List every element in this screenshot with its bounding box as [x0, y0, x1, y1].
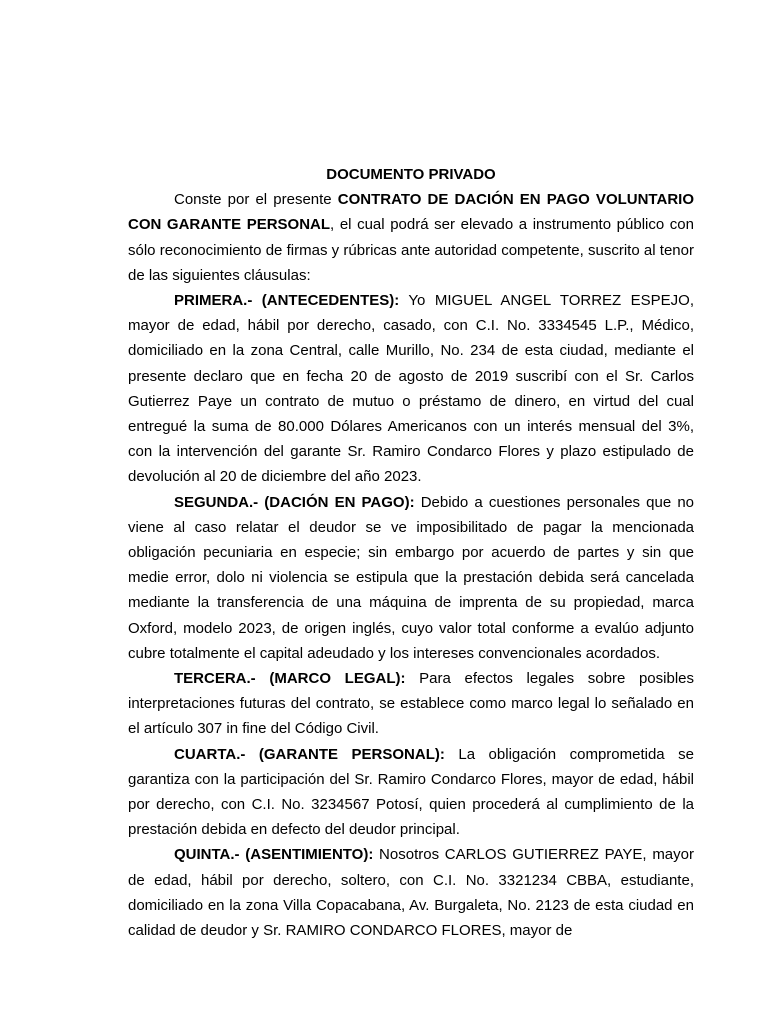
document-title: DOCUMENTO PRIVADO — [326, 166, 496, 183]
clause-cuarta — [128, 742, 694, 843]
clause-text: Nosotros CARLOS GUTIERREZ PAYE, mayor de edad, hábil por derecho, soltero, con C.I. No. 3321234 CBBA, estudiante, domiciliado en la zona Villa Copacabana, Av. Burgaleta, No. 2123 de esta ciudad en calidad de deudor y Sr. RAMIRO CONDARCO FLORES, mayor de — [128, 846, 694, 940]
clause-text: Debido a cuestiones personales que no viene al caso relatar el deudor se ve imposibilitado de pagar la mencionada obligación pecuniaria en especie; sin embargo por acuerdo de partes y sin que medie error, dolo ni violencia se estipula que la prestación debida será cancelada mediante la transferencia de una máquina de imprenta de su propiedad, marca Oxford, modelo 2023, de origen inglés, cuyo valor total conforme a evalúo adjunto cubre totalmente el capital adeudado y los intereses convencionales acordados. — [128, 493, 694, 662]
clause-heading: CUARTA.- (GARANTE PERSONAL): — [174, 745, 445, 763]
intro-paragraph — [128, 187, 694, 288]
document-page — [128, 162, 694, 943]
clause-heading: PRIMERA.- (ANTECEDENTES): — [174, 292, 400, 310]
clause-quinta — [128, 842, 694, 943]
clause-heading: SEGUNDA.- (DACIÓN EN PAGO): — [174, 493, 415, 511]
intro-text-start: Conste por el presente — [174, 191, 338, 209]
clause-heading: QUINTA.- (ASENTIMIENTO): — [174, 846, 374, 864]
clause-tercera — [128, 666, 694, 742]
clause-text: Yo MIGUEL ANGEL TORREZ ESPEJO, mayor de edad, hábil por derecho, casado, con C.I. No. 3334545 L.P., Médico, domiciliado en la zona Central, calle Murillo, No. 234 de esta ciudad, mediante el presente declaro que en fecha 20 de agosto de 2019 suscribí con el Sr. Carlos Gutierrez Paye un contrato de mutuo o préstamo de dinero, en virtud del cual entregué la suma de 80.000 Dólares Americanos con un interés mensual del 3%, con la intervención del garante Sr. Ramiro Condarco Flores y plazo estipulado de devolución al 20 de diciembre del año 2023. — [128, 292, 695, 486]
clause-text: La obligación comprometida se garantiza con la participación del Sr. Ramiro Condarco Flores, mayor de edad, hábil por derecho, con C.I. No. 3234567 Potosí, quien procederá al cumplimiento de la prestación debida en defecto del deudor principal. — [128, 745, 694, 839]
clause-primera — [128, 288, 694, 490]
clause-heading: TERCERA.- (MARCO LEGAL): — [174, 670, 406, 688]
contract-name: CONTRATO DE DACIÓN EN PAGO VOLUNTARIO CON GARANTE PERSONAL — [128, 191, 694, 234]
intro-text-end: , el cual podrá ser elevado a instrumento público con sólo reconocimiento de firmas y rúbricas ante autoridad competente, suscrito al tenor de las siguientes cláusulas: — [128, 216, 694, 284]
clause-segunda — [128, 490, 694, 666]
clause-text: Para efectos legales sobre posibles interpretaciones futuras del contrato, se establece como marco legal lo señalado en el artículo 307 in fine del Código Civil. — [128, 670, 694, 738]
